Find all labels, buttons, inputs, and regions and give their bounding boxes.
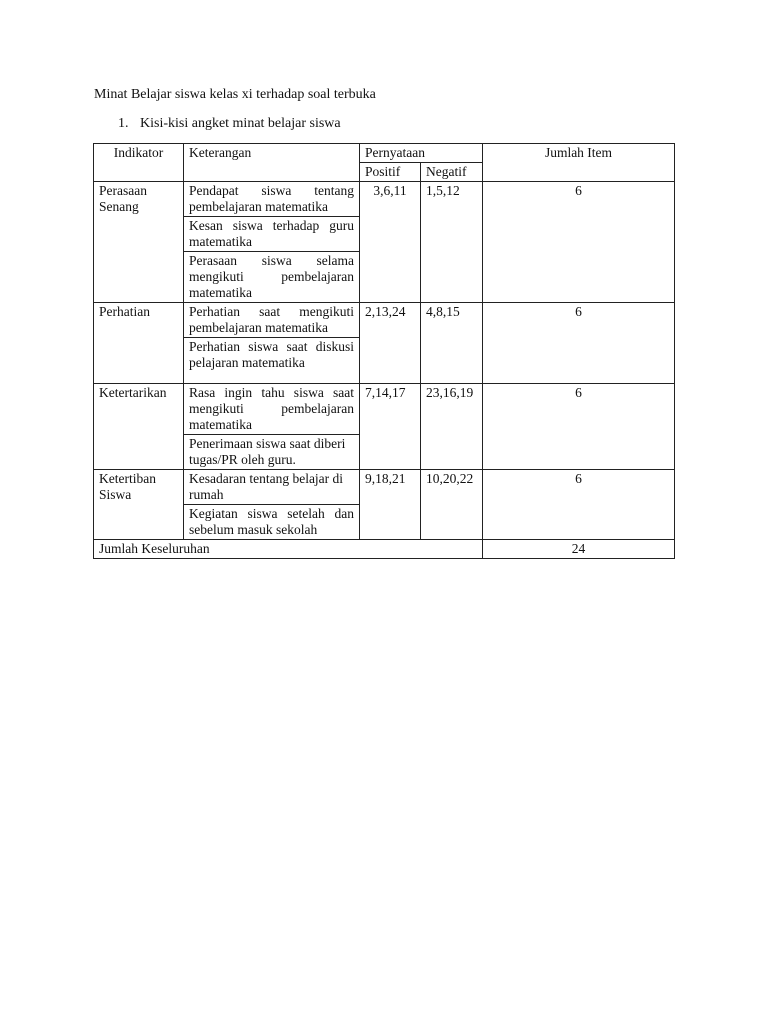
table-footer-row bbox=[94, 540, 675, 559]
header-indikator: Indikator bbox=[94, 144, 184, 182]
keterangan-cell: Rasa ingin tahu siswa saat mengikuti pembelajaran matematika bbox=[184, 384, 360, 435]
table-row bbox=[94, 470, 675, 505]
jumlah-cell: 6 bbox=[483, 470, 675, 540]
negatif-cell: 10,20,22 bbox=[421, 470, 483, 540]
indikator-cell: Ketertarikan bbox=[94, 384, 184, 470]
keterangan-cell: Perasaan siswa selama mengikuti pembelajaran matematika bbox=[184, 252, 360, 303]
list-item-text: Kisi-kisi angket minat belajar siswa bbox=[140, 116, 341, 131]
keterangan-cell: Perhatian saat mengikuti pembelajaran matematika bbox=[184, 303, 360, 338]
total-label: Jumlah Keseluruhan bbox=[94, 540, 483, 559]
list-number: 1. bbox=[118, 116, 129, 131]
table-row bbox=[94, 303, 675, 338]
indikator-cell: Perasaan Senang bbox=[94, 182, 184, 303]
keterangan-cell: Kesadaran tentang belajar di rumah bbox=[184, 470, 360, 505]
negatif-cell: 1,5,12 bbox=[421, 182, 483, 303]
jumlah-cell: 6 bbox=[483, 182, 675, 303]
indikator-cell: Perhatian bbox=[94, 303, 184, 384]
positif-cell: 9,18,21 bbox=[360, 470, 421, 540]
table-row bbox=[94, 384, 675, 435]
jumlah-cell: 6 bbox=[483, 384, 675, 470]
indikator-cell: Ketertiban Siswa bbox=[94, 470, 184, 540]
header-keterangan: Keterangan bbox=[184, 144, 360, 182]
negatif-cell: 4,8,15 bbox=[421, 303, 483, 384]
keterangan-cell: Penerimaan siswa saat diberi tugas/PR oleh guru. bbox=[184, 435, 360, 470]
keterangan-cell: Perhatian siswa saat diskusi pelajaran matematika bbox=[184, 338, 360, 384]
header-pernyataan: Pernyataan bbox=[360, 144, 483, 163]
jumlah-cell: 6 bbox=[483, 303, 675, 384]
table-header-row bbox=[94, 144, 675, 163]
keterangan-cell: Kegiatan siswa setelah dan sebelum masuk sekolah bbox=[184, 505, 360, 540]
keterangan-cell: Kesan siswa terhadap guru matematika bbox=[184, 217, 360, 252]
list-item-heading bbox=[118, 116, 341, 132]
header-jumlah-item: Jumlah Item bbox=[483, 144, 675, 182]
header-positif: Positif bbox=[360, 163, 421, 182]
header-negatif: Negatif bbox=[421, 163, 483, 182]
table-row bbox=[94, 182, 675, 217]
negatif-cell: 23,16,19 bbox=[421, 384, 483, 470]
positif-cell: 7,14,17 bbox=[360, 384, 421, 470]
document-title: Minat Belajar siswa kelas xi terhadap soal terbuka bbox=[94, 87, 376, 102]
total-value: 24 bbox=[483, 540, 675, 559]
kisi-kisi-table bbox=[93, 143, 675, 559]
positif-cell: 3,6,11 bbox=[360, 182, 421, 303]
keterangan-cell: Pendapat siswa tentang pembelajaran matematika bbox=[184, 182, 360, 217]
positif-cell: 2,13,24 bbox=[360, 303, 421, 384]
